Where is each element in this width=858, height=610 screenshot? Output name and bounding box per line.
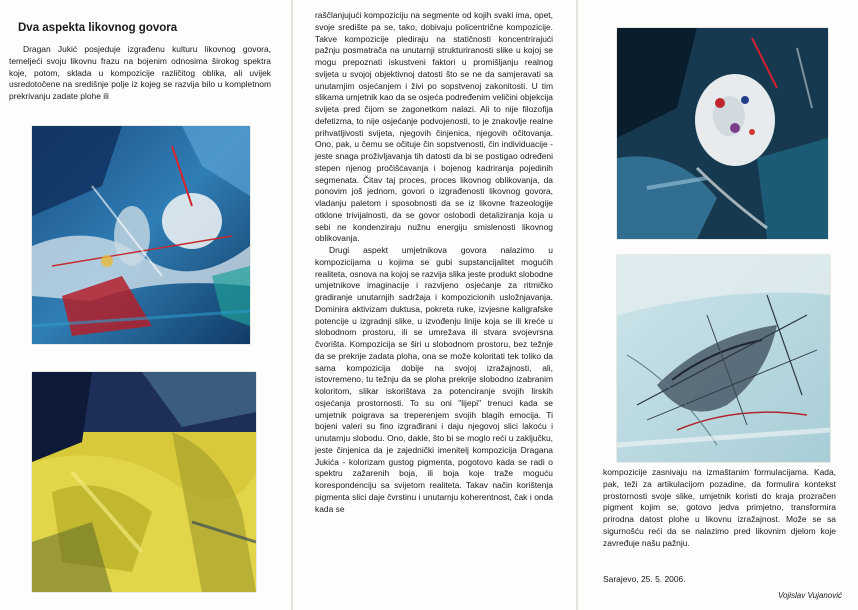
left-column [0,0,291,610]
body-paragraph-1: raščlanjujući kompoziciju na segmente od kojih svaki ima, opet, svoje središte pa se, tako, dobivaju policentrične kompozicije. Takve kompozicije plediraju na statičnosti koncentrirajući pažnju posmatrača na unutarnji strukturiranosti slike u kojoj se mogu prepoznati iskustveni faktori u promišljanju realnog svijeta u svojoj objektivnoj datosti što se ne da samjeravati sa unutarnjim osjećanjem i živi po sopstvenoj zakonitosti. U tim slikama umjetnik kao da se osjeća podređenim veličini objekcija svijeta pred čijom se zagonetkom nalazi. Ali to nije filozofija defetizma, to nije osjećanje podvojenosti, to je znakovlje realne prihvatljivosti svijeta, njegovih činjenica, njegovih očitovanja. Ono, pak, u čemu se očituje čin sopstvenosti, čin individuacije - jeste snaga proživljavanja tih datosti da bi se postigao određeni stepen njenog pročišćavanja i bojenog kadriranja pojedinih segmenata. Čitav taj proces, proces likovnog oblikovanja, da ponovim još jednom, govori o izgrađenosti likovnog govora, vladanju paletom i sposobnosti da se iz likovne frazeologije otklone trivijalnosti, da se govor oslobodi detaliziranja koja u sebi ne kondenziraju nužnu energiju smislenosti likovnog oblikovanja. [315,10,553,244]
intro-paragraph: Dragan Jukić posjeduje izgrađenu kulturu likovnog govora, temeljeći svoju likovnu frazu na bojenim odnosima širokog spektra koje, potom, sklada u kompozicije različitog oblika, ali uvijek usredotočene na središnje polje iz kojeg se razvija bilo u kompletnom prekrivanju zadate plohe ili [9,44,271,101]
painting-blue-abstract [32,126,250,344]
middle-column [293,0,576,610]
author-signature: Vojislav Vujanović [777,591,842,600]
closing-paragraph: kompozicije zasnivaju na izmaštanim formulacijama. Kada, pak, teži za artikulacijom pozadine, da formulira kontekst prostornosti svoje slike, umjetnik koristi do kraja prozračen pigment kojim se, gotovo jedva primjetno, transformira prirodna datost plohe u likovnu izražajnost. Može se sa sigurnošću reći da se nalazimo pred likovnim djelom koje zavređuje našu pažnju. [603,467,836,548]
middle-body-text [315,10,553,515]
right-column [578,0,858,610]
body-paragraph-2: Drugi aspekt umjetnikova govora nalazimo u kompozicijama u kojima se gubi supstancijalitet mogućih realiteta, osnova na kojoj se razvija slika jeste produkt slobodne umjetnikove imaginacije i razvijeno osjećanje za ritmičko gradiranje unutarnjih sadržaja i kompozicionih usložnjavanja. Dominira aktivizam duktusa, pokreta ruke, izvjesne kaligrafske potencije u izgradnji slike, u izvođenju linije koja se ili kreće u slobodnom prostoru, ili se umrežava ili stvara svojevrsna čvorišta. Kompozicija se širi u slobodnom prostoru, bez težnje da se prekrije zadata ploha, ona se može koloritati tek toliko da sama kompozicija dobije na svojoj izražajnosti, ali, istovremeno, tu težnju da se ploha prekrije slobodno izabranim koloritom, slikar iskorištava za potenciranje svojih lirskih osjećanja prostornosti. To su oni "lijepi" trenuci kada se umjetnik poigrava sa treperenjem svojih blagih emocija. Ti bojeni valeri su fino izgrađirani i daju njegovoj slici lakoću i unutarnju slobodu. Ono, dakle, što bi se moglo reći u zaključku, jeste činjenica da je zajednički imenitelj kompozicija Dragana Jukića - kolorizam gustog pigmenta, pogotovo kada se radi o spektru zažarenih boja, ili boja koje traže moguću korespondenciju sa svijetom realiteta. Takav način korištenja pigmenta slici daje čvrstinu i unutarnju koherentnost, čak i onda kada se [315,245,553,514]
painting-dark-figure [617,28,828,239]
place-date: Sarajevo, 25. 5. 2006. [603,574,686,584]
painting-yellow-abstract [32,372,256,592]
article-heading: Dva aspekta likovnog govora [18,22,178,34]
painting-calligraphic-lines [617,255,830,462]
